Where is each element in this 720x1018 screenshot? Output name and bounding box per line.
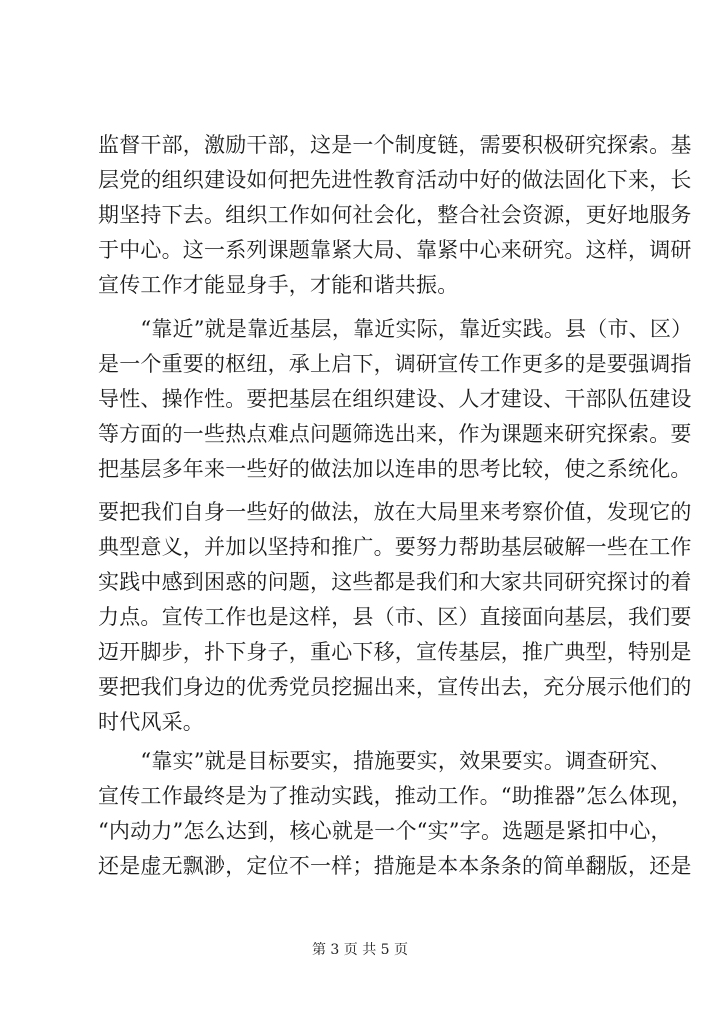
text-line: 典型意义，并加以坚持和推广。要努力帮助基层破解一些在工作 [98,535,692,559]
text-line: 于中心。这一系列课题靠紧大局、靠紧中心来研究。这样，调研 [98,238,692,262]
text-line: 期坚持下去。组织工作如何社会化，整合社会资源，更好地服务 [98,203,692,227]
text-line: 时代风采。 [98,710,204,734]
text-line: 迈开脚步，扑下身子，重心下移，宣传基层，推广典型，特别是 [98,640,692,664]
text-line: 力点。宣传工作也是这样，县（市、区）直接面向基层，我们要 [98,605,692,629]
text-line: 是一个重要的枢纽，承上启下，调研宣传工作更多的是要强调指 [98,352,692,376]
text-line: “靠近”就是靠近基层，靠近实际，靠近实践。县（市、区） [98,317,693,341]
text-line: 宣传工作才能显身手，才能和谐共振。 [98,273,459,297]
text-line: 等方面的一些热点难点问题筛选出来，作为课题来研究探索。要 [98,422,692,446]
text-line: 要把我们身边的优秀党员挖掘出来，宣传出去，充分展示他们的 [98,675,692,699]
text-line: 宣传工作最终是为了推动实践，推动工作。“助推器”怎么体现， [98,784,693,808]
text-line: 要把我们自身一些好的做法，放在大局里来考察价值，发现它的 [98,500,692,524]
text-line: “内动力”怎么达到，核心就是一个“实”字。选题是紧扣中心， [98,819,672,843]
text-line: 层党的组织建设如何把先进性教育活动中好的做法固化下来，长 [98,168,692,192]
text-line: 实践中感到困惑的问题，这些都是我们和大家共同研究探讨的着 [98,570,692,594]
page-number-footer: 第 3 页 共 5 页 [311,942,409,958]
text-line: 把基层多年来一些好的做法加以连串的思考比较，使之系统化。 [98,457,692,481]
text-line: 导性、操作性。要把基层在组织建设、人才建设、干部队伍建设 [98,387,692,411]
text-line: 还是虚无飘渺，定位不一样；措施是本本条条的简单翻版，还是 [98,854,692,878]
text-line: 监督干部，激励干部，这是一个制度链，需要积极研究探索。基 [98,133,692,157]
text-line: “靠实”就是目标要实，措施要实，效果要实。调查研究、 [98,749,672,773]
